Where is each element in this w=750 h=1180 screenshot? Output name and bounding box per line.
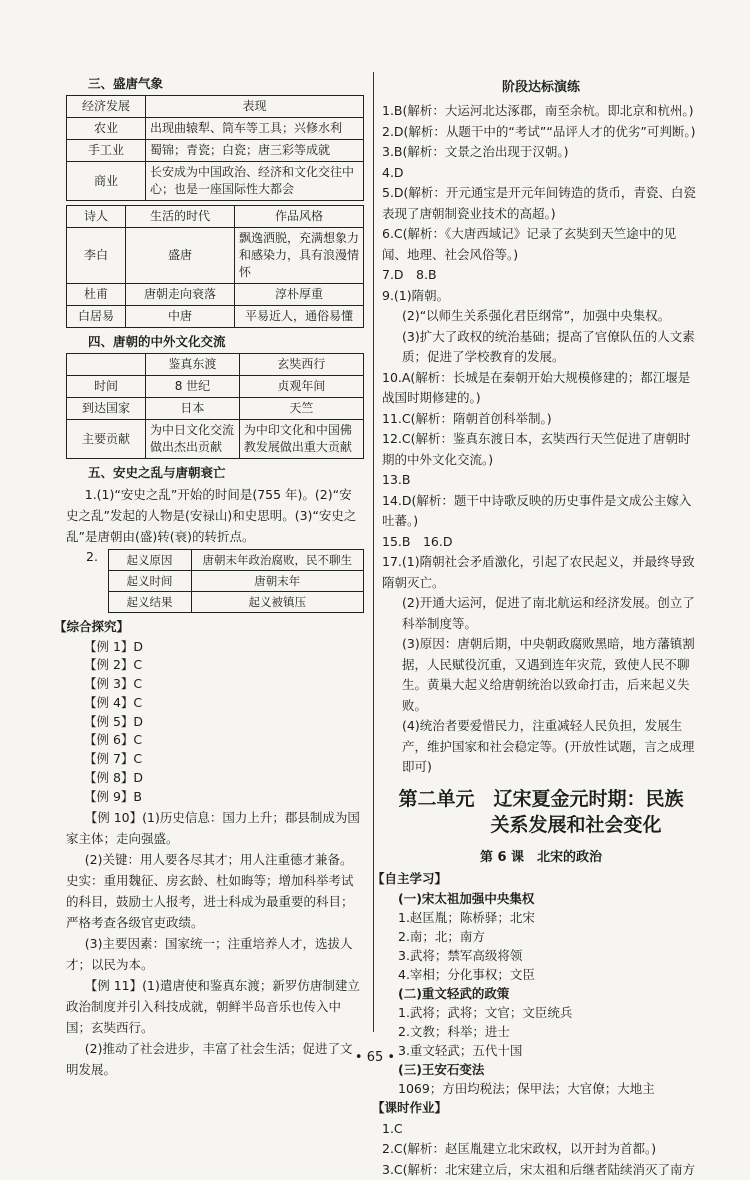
answer-line: 14.D(解析：题干中诗歌反映的历史事件是文成公主嫁入吐蕃。) xyxy=(382,491,700,532)
answer-line: 4.D xyxy=(382,163,700,184)
answer-line: (3)扩大了政权的统治基础；提高了官僚队伍的人文素质；促进了学校教育的发展。 xyxy=(382,327,700,368)
table-cell: 白居易 xyxy=(67,306,126,328)
uprising-table xyxy=(108,549,364,613)
uprising-block xyxy=(66,549,364,613)
example-answer: 【例 6】C xyxy=(66,731,364,750)
table-cell: 起义原因 xyxy=(108,550,191,571)
table-header: 生活的时代 xyxy=(126,206,235,228)
section-heading: 【综合探究】 xyxy=(54,617,364,638)
answer-line: 2.D(解析：从题干中的“考试”“品评人才的优劣”可判断。) xyxy=(382,122,700,143)
table-cell: 商业 xyxy=(67,162,146,201)
answer-line: 15.B 16.D xyxy=(382,532,700,553)
table-cell: 盛唐 xyxy=(126,228,235,284)
table-cell: 唐朝走向衰落 xyxy=(126,284,235,306)
table-cell: 中唐 xyxy=(126,306,235,328)
table-header: 玄奘西行 xyxy=(239,354,363,376)
subsection-heading: (二)重文轻武的政策 xyxy=(382,984,700,1003)
list-item: 2.南；北；南方 xyxy=(382,927,700,946)
example-answer: 【例 2】C xyxy=(66,656,364,675)
answer-line: 17.(1)隋朝社会矛盾激化，引起了农民起义，并最终导致隋朝灭亡。 xyxy=(382,552,700,593)
section-heading: 【自主学习】 xyxy=(372,869,700,890)
table-cell: 唐朝末年政治腐败，民不聊生 xyxy=(191,550,363,571)
subsection-heading: (三)王安石变法 xyxy=(382,1060,700,1079)
table-header: 诗人 xyxy=(67,206,126,228)
paragraph: (3)主要因素：国家统一；注重培养人才，选拔人才；以民为本。 xyxy=(66,933,364,975)
section-heading: 【课时作业】 xyxy=(372,1098,700,1119)
paragraph: 1.(1)“安史之乱”开始的时间是(755 年)。(2)“安史之乱”发起的人物是(安禄山)和史思明。(3)“安史之乱”是唐朝由(盛)转(衰)的转折点。 xyxy=(66,484,364,547)
example-answer: 【例 5】D xyxy=(66,713,364,732)
table-cell: 淳朴厚重 xyxy=(235,284,364,306)
table-cell: 飘逸洒脱，充满想象力和感染力，具有浪漫情怀 xyxy=(235,228,364,284)
table-header: 经济发展 xyxy=(67,96,146,118)
answer-line: 7.D 8.B xyxy=(382,265,700,286)
answer-line: (2)“以师生关系强化君臣纲常”，加强中央集权。 xyxy=(382,306,700,327)
left-column xyxy=(66,72,364,1080)
table-cell: 出现曲辕犁、筒车等工具；兴修水利 xyxy=(146,118,364,140)
answer-line: 5.D(解析：开元通宝是开元年间铸造的货币，青瓷、白瓷表现了唐朝制瓷业技术的高超。) xyxy=(382,183,700,224)
table-cell: 起义时间 xyxy=(108,571,191,592)
list-item: 1.武将；武将；文官；文臣统兵 xyxy=(382,1003,700,1022)
subsection-heading: (一)宋太祖加强中央集权 xyxy=(382,889,700,908)
example-answer: 【例 4】C xyxy=(66,694,364,713)
right-column xyxy=(382,72,700,1180)
list-item: 2.文教；科举；进士 xyxy=(382,1022,700,1041)
table-cell: 李白 xyxy=(67,228,126,284)
section-heading: 五、安史之乱与唐朝衰亡 xyxy=(88,463,364,481)
list-item: 1069；方田均税法；保甲法；大官僚；大地主 xyxy=(382,1079,700,1098)
unit-title-line: 关系发展和社会变化 xyxy=(382,812,700,838)
table-cell: 8 世纪 xyxy=(146,376,240,398)
table-header: 鉴真东渡 xyxy=(146,354,240,376)
table-cell: 贞观年间 xyxy=(239,376,363,398)
table-cell: 手工业 xyxy=(67,140,146,162)
answer-line: 1.C xyxy=(382,1119,700,1140)
answer-line: 11.C(解析：隋朝首创科举制。) xyxy=(382,409,700,430)
example-answer: 【例 9】B xyxy=(66,788,364,807)
table-cell xyxy=(67,354,146,376)
table-cell: 主要贡献 xyxy=(67,420,146,459)
paragraph: 【例 10】(1)历史信息：国力上升；郡县制成为国家主体；走向强盛。 xyxy=(66,807,364,849)
table-cell: 天竺 xyxy=(239,398,363,420)
paragraph: (2)推动了社会进步，丰富了社会生活；促进了文明发展。 xyxy=(66,1038,364,1080)
table-cell: 起义结果 xyxy=(108,592,191,613)
example-answer: 【例 7】C xyxy=(66,750,364,769)
answer-line: 1.B(解析：大运河北达涿郡，南至余杭。即北京和杭州。) xyxy=(382,101,700,122)
section-title: 阶段达标演练 xyxy=(382,76,700,95)
table-header: 作品风格 xyxy=(235,206,364,228)
answer-line: (4)统治者要爱惜民力，注重减轻人民负担，发展生产，维护国家和社会稳定等。(开放性试题，言之成理即可) xyxy=(382,716,700,778)
example-answer: 【例 3】C xyxy=(66,675,364,694)
answer-line: 13.B xyxy=(382,470,700,491)
poets-table xyxy=(66,205,364,328)
lesson-title: 第 6 课 北宋的政治 xyxy=(382,846,700,865)
table-header: 表现 xyxy=(146,96,364,118)
answer-line: 6.C(解析：《大唐西域记》记录了玄奘到天竺途中的见闻、地理、社会风俗等。) xyxy=(382,224,700,265)
table-cell: 唐朝末年 xyxy=(191,571,363,592)
answer-line: (3)原因：唐朝后期，中央朝政腐败黑暗，地方藩镇割据，人民赋役沉重，又遇到连年灾荒，致使人民不聊生。黄巢大起义给唐朝统治以致命打击，后来起义失败。 xyxy=(382,634,700,716)
list-item: 3.重文轻武；五代十国 xyxy=(382,1041,700,1060)
answer-line: (2)开通大运河，促进了南北航运和经济发展。创立了科举制度等。 xyxy=(382,593,700,634)
answer-line: 9.(1)隋朝。 xyxy=(382,286,700,307)
section-heading: 三、盛唐气象 xyxy=(88,74,364,92)
answer-line: 12.C(解析：鉴真东渡日本，玄奘西行天竺促进了唐朝时期的中外文化交流。) xyxy=(382,429,700,470)
list-item: 4.宰相；分化事权；文臣 xyxy=(382,965,700,984)
example-answer: 【例 1】D xyxy=(66,638,364,657)
economy-table xyxy=(66,95,364,201)
table-cell: 平易近人，通俗易懂 xyxy=(235,306,364,328)
section-heading: 四、唐朝的中外文化交流 xyxy=(88,332,364,350)
unit-title-line: 第二单元 辽宋夏金元时期：民族 xyxy=(382,786,700,812)
table-cell: 长安成为中国政治、经济和文化交往中心；也是一座国际性大都会 xyxy=(146,162,364,201)
paragraph: 【例 11】(1)遣唐使和鉴真东渡；新罗仿唐制建立政治制度并引入科技成就，朝鲜半岛音乐也传入中国；玄奘西行。 xyxy=(66,975,364,1038)
list-item: 1.赵匡胤；陈桥驿；北宋 xyxy=(382,908,700,927)
example-answer: 【例 8】D xyxy=(66,769,364,788)
item-number: 2. xyxy=(66,549,108,613)
table-cell: 农业 xyxy=(67,118,146,140)
table-cell: 时间 xyxy=(67,376,146,398)
paragraph: (2)关键：用人要各尽其才；用人注重德才兼备。史实：重用魏征、房玄龄、杜如晦等；增加科举考试的科目，鼓励士人报考，进士科成为最重要的科目；严格考查各级官吏政绩。 xyxy=(66,849,364,933)
answer-line: 2.C(解析：赵匡胤建立北宋政权，以开封为首都。) xyxy=(382,1139,700,1160)
table-cell: 杜甫 xyxy=(67,284,126,306)
answer-line: 3.C(解析：北宋建立后，宋太祖和后继者陆续消灭了南方 xyxy=(382,1160,700,1180)
table-cell: 到达国家 xyxy=(67,398,146,420)
table-cell: 为中印文化和中国佛教发展做出重大贡献 xyxy=(239,420,363,459)
unit-title xyxy=(382,786,700,838)
answer-line: 3.B(解析：文景之治出现于汉朝。) xyxy=(382,142,700,163)
table-cell: 日本 xyxy=(146,398,240,420)
table-cell: 为中日文化交流做出杰出贡献 xyxy=(146,420,240,459)
table-cell: 蜀锦；青瓷；白瓷；唐三彩等成就 xyxy=(146,140,364,162)
table-cell: 起义被镇压 xyxy=(191,592,363,613)
answer-line: 10.A(解析：长城是在秦朝开始大规模修建的；都江堰是战国时期修建的。) xyxy=(382,368,700,409)
exchange-table xyxy=(66,353,364,459)
page-number: • 65 • xyxy=(0,1050,750,1065)
list-item: 3.武将；禁军高级将领 xyxy=(382,946,700,965)
